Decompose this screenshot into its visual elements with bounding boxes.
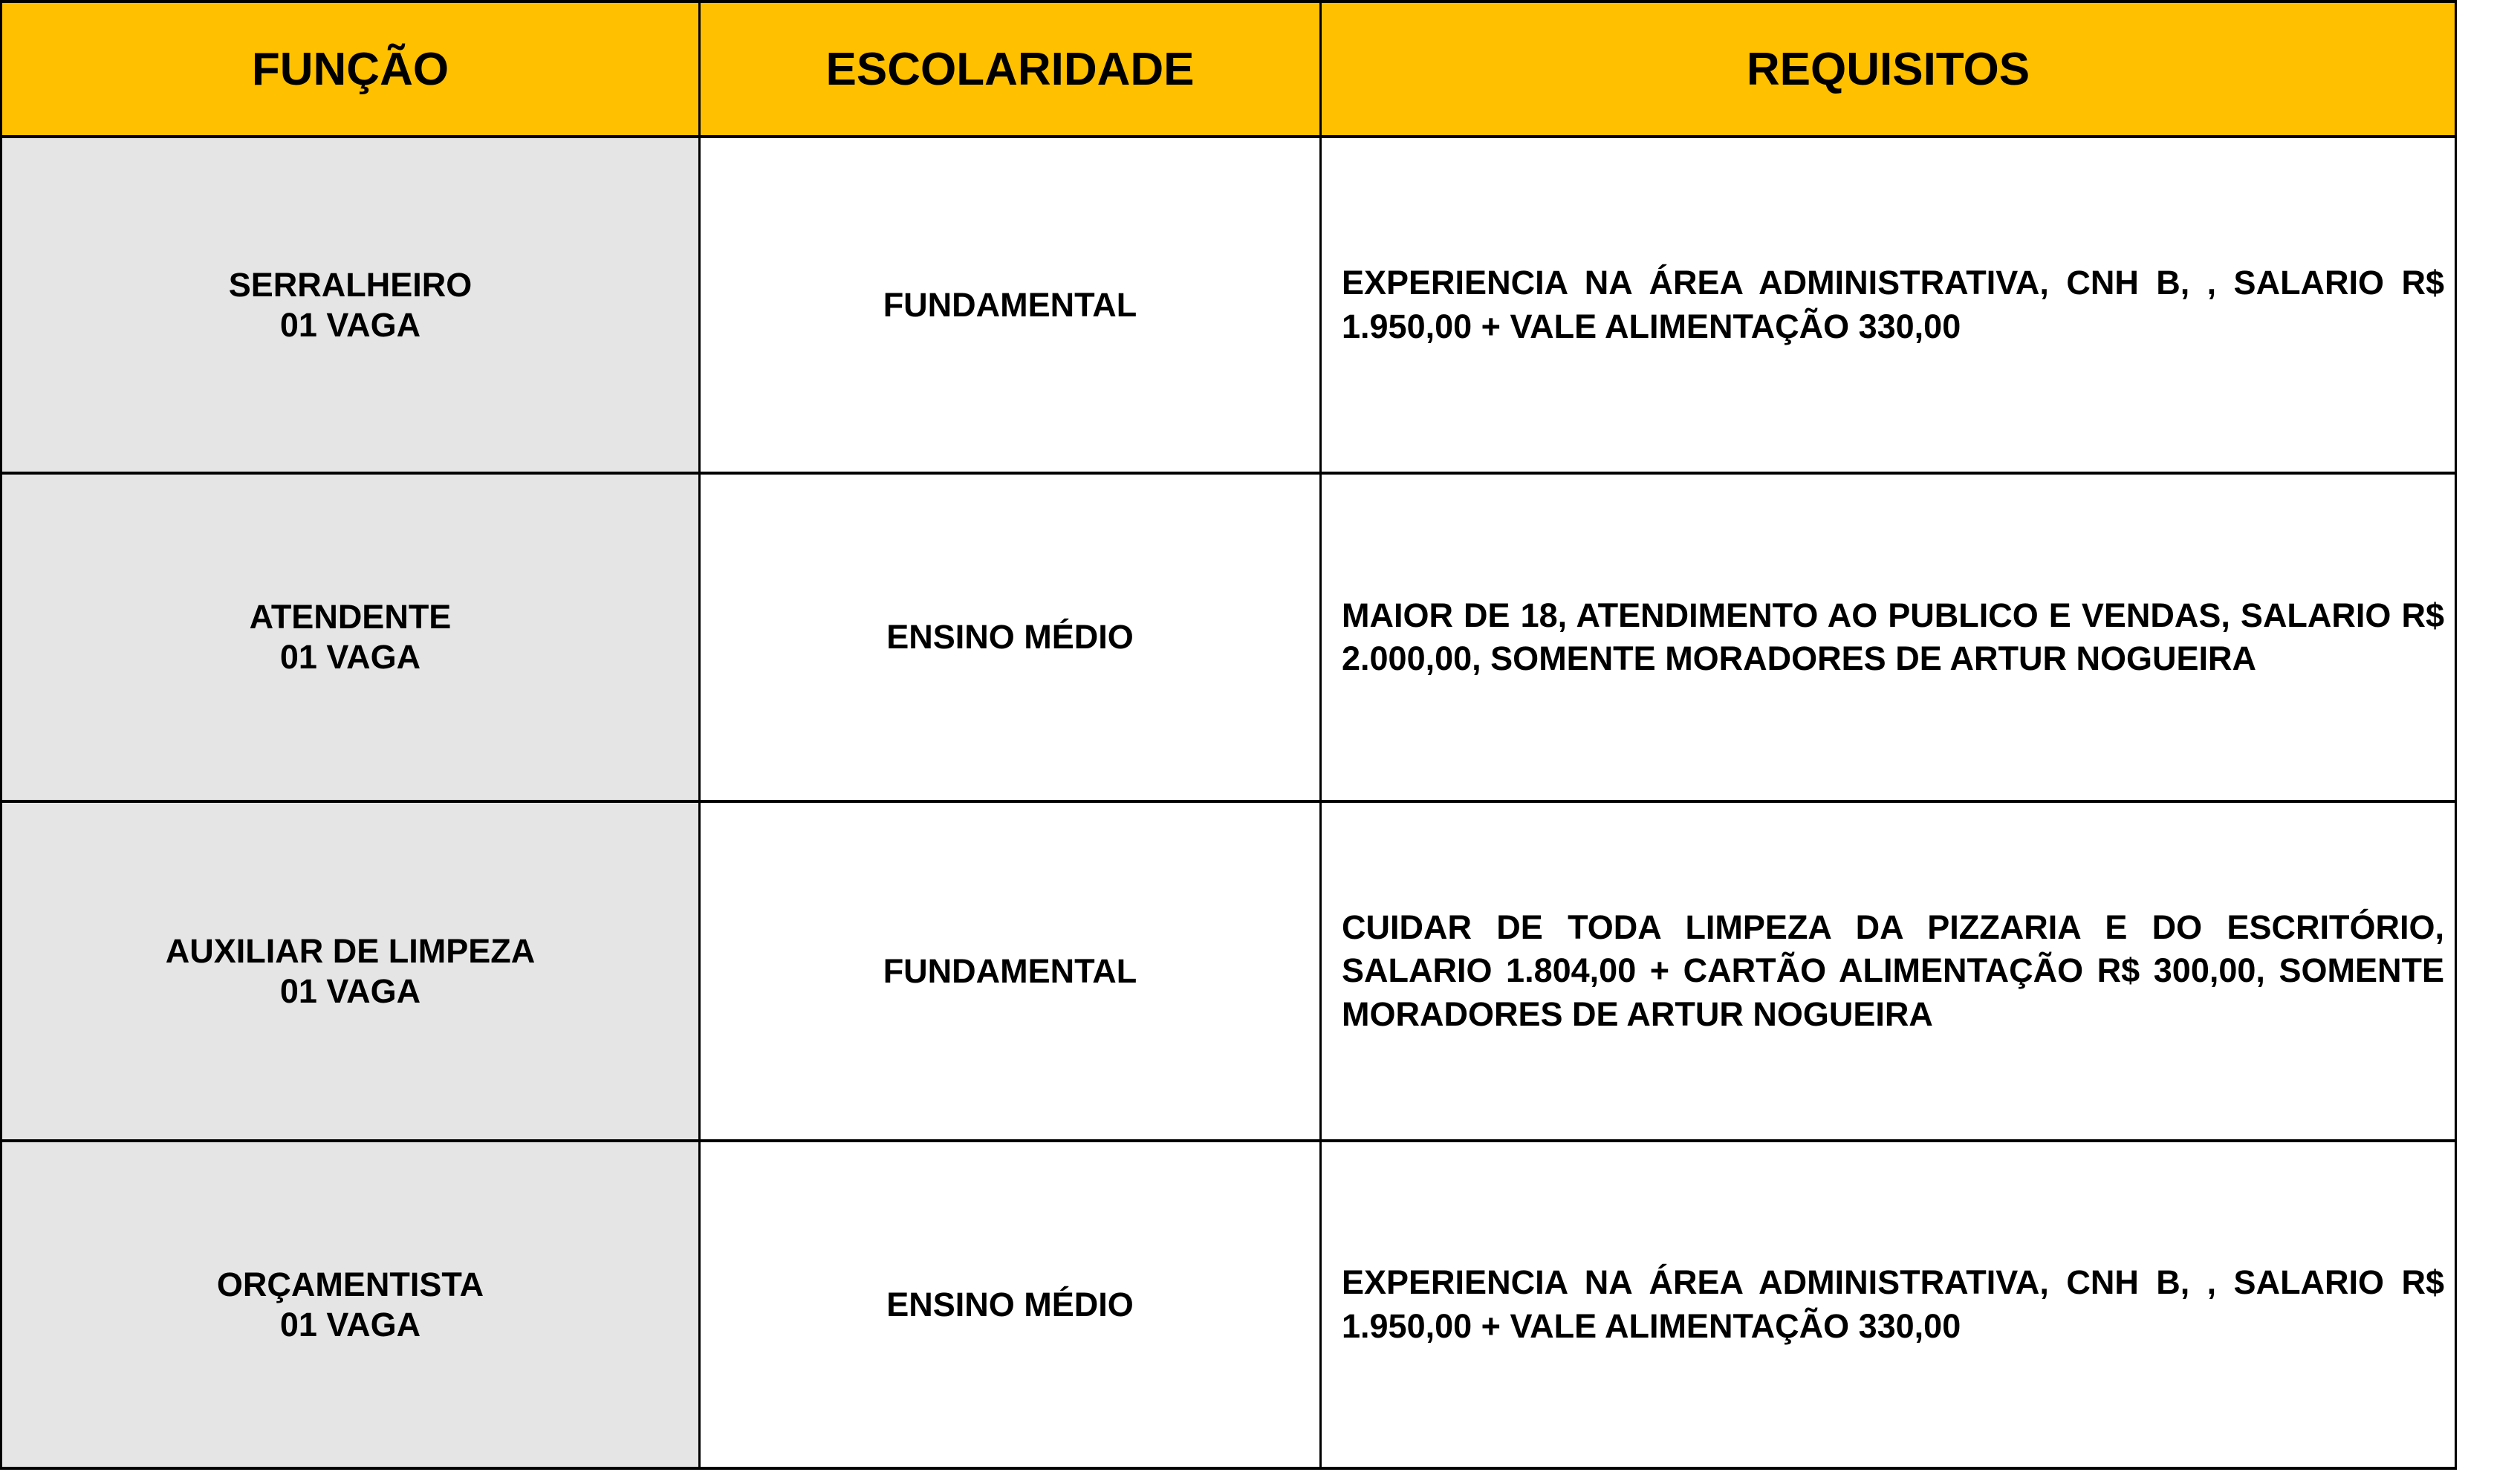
requisitos-cell: CUIDAR DE TODA LIMPEZA DA PIZZARIA E DO ESCRITÓRIO, SALARIO 1.804,00 + CARTÃO ALIMENTAÇÃO R$ 300,00, SOMENTE MORADORES DE ARTUR NOGUEIRA (1321, 801, 2456, 1141)
table-row (1, 473, 2456, 801)
col-header-requisitos: REQUISITOS (1321, 1, 2456, 137)
escolaridade-cell: ENSINO MÉDIO (700, 1141, 1321, 1468)
job-vacancies: 01 VAGA (279, 971, 421, 1010)
col-header-escolaridade: ESCOLARIDADE (700, 1, 1321, 137)
job-title: AUXILIAR DE LIMPEZA (165, 931, 536, 970)
job-vacancies: 01 VAGA (279, 305, 421, 344)
escolaridade-cell: FUNDAMENTAL (700, 137, 1321, 473)
funcao-cell (1, 473, 700, 801)
funcao-cell (1, 801, 700, 1141)
table-row (1, 1141, 2456, 1468)
escolaridade-cell: ENSINO MÉDIO (700, 473, 1321, 801)
requisitos-cell: MAIOR DE 18, ATENDIMENTO AO PUBLICO E VENDAS, SALARIO R$ 2.000,00, SOMENTE MORADORES DE ARTUR NOGUEIRA (1321, 473, 2456, 801)
table-row (1, 801, 2456, 1141)
job-title: ATENDENTE (249, 598, 452, 636)
col-header-funcao: FUNÇÃO (1, 1, 700, 137)
requisitos-cell: EXPERIENCIA NA ÁREA ADMINISTRATIVA, CNH B, , SALARIO R$ 1.950,00 + VALE ALIMENTAÇÃO 330,00 (1321, 137, 2456, 473)
table-row (1, 137, 2456, 473)
header-row (1, 1, 2456, 137)
requisitos-cell: EXPERIENCIA NA ÁREA ADMINISTRATIVA, CNH B, , SALARIO R$ 1.950,00 + VALE ALIMENTAÇÃO 330,00 (1321, 1141, 2456, 1468)
funcao-cell (1, 1141, 700, 1468)
job-vacancies: 01 VAGA (279, 638, 421, 676)
job-vacancies: 01 VAGA (279, 1305, 421, 1344)
job-title: SERRALHEIRO (228, 265, 472, 304)
escolaridade-cell: FUNDAMENTAL (700, 801, 1321, 1141)
job-title: ORÇAMENTISTA (216, 1265, 484, 1303)
funcao-cell (1, 137, 700, 473)
